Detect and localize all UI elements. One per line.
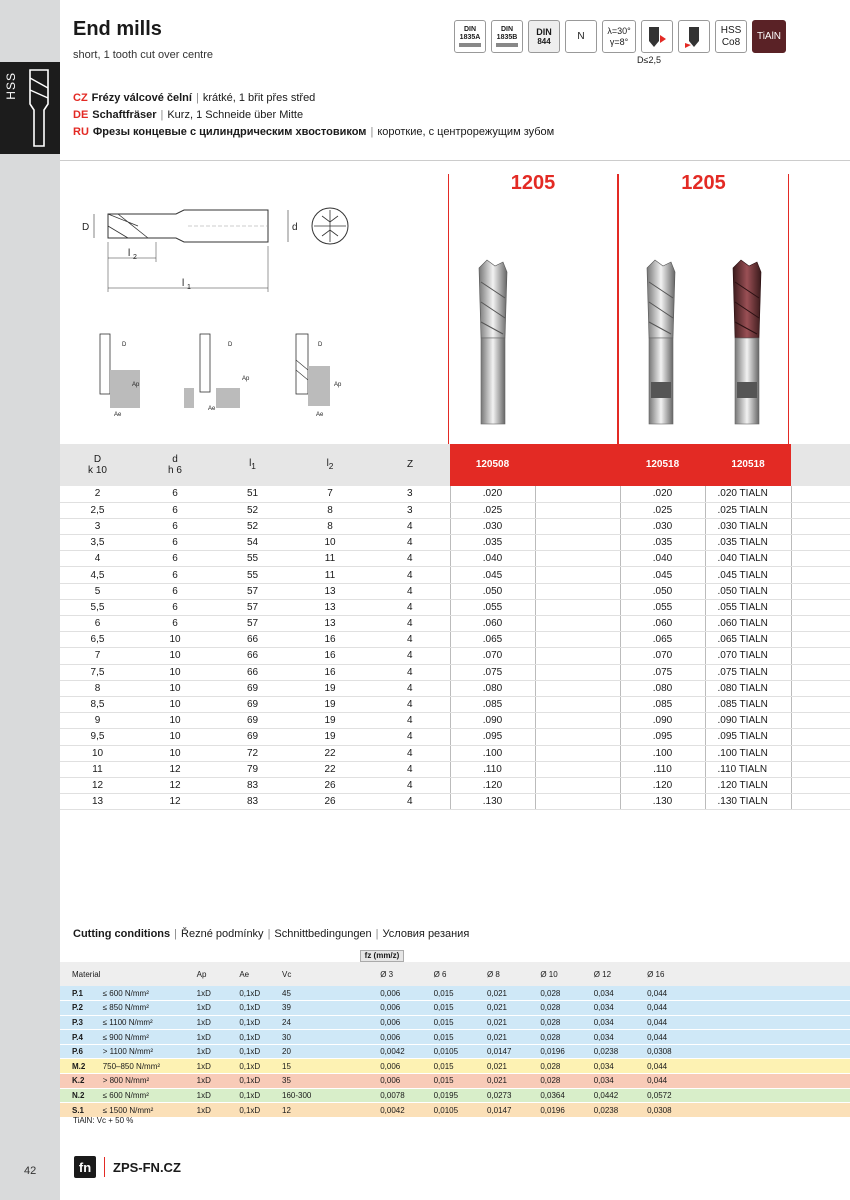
table-row: 8,5 10 69 19 4 .085 .085 .085 TIALN <box>60 696 850 712</box>
lang-ru: RU Фрезы концевые с цилиндрическим хвостовиком | короткие, с центрорежущим зубом <box>73 126 555 138</box>
cc-row: P.1 ≤ 600 N/mm² 1xD 0,1xD 45 0,006 0,015 0,021 0,028 0,034 0,044 <box>60 986 850 1001</box>
table-row: 6,5 10 66 16 4 .065 .065 .065 TIALN <box>60 632 850 648</box>
din-844-badge: DIN 844 <box>528 20 560 53</box>
cc-row: P.6 > 1100 N/mm² 1xD 0,1xD 20 0,0042 0,0105 0,0147 0,0196 0,0238 0,0308 <box>60 1044 850 1059</box>
dimensions-table <box>60 444 850 810</box>
cc-row: P.4 ≤ 900 N/mm² 1xD 0,1xD 30 0,006 0,015 0,021 0,028 0,034 0,044 <box>60 1030 850 1045</box>
divider <box>60 160 850 161</box>
table-row: 13 12 83 26 4 .130 .130 .130 TIALN <box>60 794 850 810</box>
lang-de: DE Schaftfräser | Kurz, 1 Schneide über Mitte <box>73 109 304 121</box>
page-number: 42 <box>24 1165 37 1177</box>
cc-row: K.2 > 800 N/mm² 1xD 0,1xD 35 0,006 0,015 0,021 0,028 0,034 0,044 <box>60 1074 850 1089</box>
drawing-label-l1-sub: 1 <box>187 284 191 291</box>
drawing-label-l2-sub: 2 <box>133 254 137 261</box>
svg-text:Ae: Ae <box>208 406 216 412</box>
col-l1: $l_1$ <box>215 444 290 486</box>
cc-row: P.3 ≤ 1100 N/mm² 1xD 0,1xD 24 0,006 0,015 0,021 0,028 0,034 0,044 <box>60 1015 850 1030</box>
table-row: 2 6 51 7 3 .020 .020 .020 TIALN <box>60 486 850 502</box>
svg-text:D: D <box>228 342 233 348</box>
col-120518: 120518 <box>620 444 705 486</box>
n-type-badge: N <box>565 20 597 53</box>
cc-row: S.1 ≤ 1500 N/mm² 1xD 0,1xD 12 0,0042 0,0105 0,0147 0,0196 0,0238 0,0308 <box>60 1103 850 1118</box>
product-code-2: 1205 <box>681 172 726 194</box>
table-row: 9,5 10 69 19 4 .095 .095 .095 TIALN <box>60 729 850 745</box>
table-header-row <box>60 444 850 486</box>
col-z: Z <box>370 444 450 486</box>
fz-label: fz (mm/z) <box>360 950 404 962</box>
footer-logo <box>74 1156 181 1178</box>
table-row: 6 6 57 13 4 .060 .060 .060 TIALN <box>60 616 850 632</box>
table-row: 2,5 6 52 8 3 .025 .025 .025 TIALN <box>60 502 850 518</box>
spec-badges <box>454 20 786 53</box>
table-row: 4 6 55 11 4 .040 .040 .040 TIALN <box>60 551 850 567</box>
tool-image-120508 <box>473 258 513 428</box>
svg-text:Ae: Ae <box>114 412 122 418</box>
footer-url[interactable]: ZPS-FN.CZ <box>113 1159 181 1175</box>
cc-row: P.2 ≤ 850 N/mm² 1xD 0,1xD 39 0,006 0,015 0,021 0,028 0,034 0,044 <box>60 1001 850 1016</box>
table-row: 5 6 57 13 4 .050 .050 .050 TIALN <box>60 583 850 599</box>
tialn-note: TiAlN: Vc + 50 % <box>73 1116 134 1125</box>
table-row: 5,5 6 57 13 4 .055 .055 .055 TIALN <box>60 599 850 615</box>
table-row: 8 10 69 19 4 .080 .080 .080 TIALN <box>60 680 850 696</box>
cutting-conditions-table <box>60 962 850 1118</box>
svg-text:D: D <box>122 342 127 348</box>
diameter-note: D≤2,5 <box>637 55 661 65</box>
svg-text:Ap: Ap <box>242 376 250 382</box>
table-row: 4,5 6 55 11 4 .045 .045 .045 TIALN <box>60 567 850 583</box>
product-code-1: 1205 <box>510 172 556 194</box>
operation-diagrams <box>88 330 358 420</box>
table-row: 9 10 69 19 4 .090 .090 .090 TIALN <box>60 713 850 729</box>
table-row: 7 10 66 16 4 .070 .070 .070 TIALN <box>60 648 850 664</box>
fn-logo-icon: fn <box>74 1156 96 1178</box>
col-D: D k 10 <box>60 444 135 486</box>
col-d: d h 6 <box>135 444 215 486</box>
angle-badge: λ=30° γ=8° <box>602 20 636 53</box>
drawing-label-l2: l <box>128 248 131 259</box>
col-empty-1 <box>535 444 620 486</box>
sidebar <box>0 0 60 1200</box>
din-1835b-badge: DIN 1835B <box>491 20 523 53</box>
col-120508: 120508 <box>450 444 535 486</box>
cc-row: N.2 ≤ 600 N/mm² 1xD 0,1xD 160-300 0,0078 0,0195 0,0273 0,0364 0,0442 0,0572 <box>60 1088 850 1103</box>
table-row: 12 12 83 26 4 .120 .120 .120 TIALN <box>60 777 850 793</box>
svg-text:D: D <box>318 342 323 348</box>
col-l2: $l_2$ <box>290 444 370 486</box>
table-row: 7,5 10 66 16 4 .075 .075 .075 TIALN <box>60 664 850 680</box>
tool-image-120518 <box>641 258 681 428</box>
hss-tab-label: HSS <box>4 72 18 100</box>
table-row: 3 6 52 8 4 .030 .030 .030 TIALN <box>60 518 850 534</box>
cutting-conditions-title: Cutting conditions | Řezné podmínky | Schnittbedingungen | Условия резания <box>73 928 470 940</box>
din-1835a-badge: DIN 1835A <box>454 20 486 53</box>
table-row: 11 12 79 22 4 .110 .110 .110 TIALN <box>60 761 850 777</box>
table-row: 3,5 6 54 10 4 .035 .035 .035 TIALN <box>60 535 850 551</box>
col-120518-tialn: 120518 <box>705 444 791 486</box>
cc-header-row: Material Ap Ae Vc Ø 3 Ø 6 Ø 8 Ø 10 Ø 12 Ø 16 <box>60 962 850 986</box>
drawing-label-D: D <box>82 222 90 233</box>
tool-image-120518-tialn <box>727 258 767 428</box>
footer-divider <box>104 1157 105 1177</box>
svg-text:Ap: Ap <box>132 382 140 388</box>
plunge-cut-icon <box>678 20 710 53</box>
lang-cz: CZ Frézy válcové čelní | krátké, 1 břit přes střed <box>73 92 316 104</box>
hss-co8-badge: HSS Co8 <box>715 20 747 53</box>
drawing-label-l1: l <box>182 278 185 289</box>
page-title: End mills <box>73 18 162 40</box>
svg-text:Ae: Ae <box>316 412 324 418</box>
page-subtitle: short, 1 tooth cut over centre <box>73 49 214 61</box>
center-cut-icon <box>641 20 673 53</box>
col-empty-2 <box>791 444 850 486</box>
tialn-badge: TiAlN <box>752 20 786 53</box>
cc-row: M.2 750–850 N/mm² 1xD 0,1xD 15 0,006 0,015 0,021 0,028 0,034 0,044 <box>60 1059 850 1074</box>
end-mill-drawing <box>78 196 368 296</box>
table-row: 10 10 72 22 4 .100 .100 .100 TIALN <box>60 745 850 761</box>
svg-text:Ap: Ap <box>334 382 342 388</box>
hss-tab <box>0 62 60 154</box>
drawing-label-d: d <box>292 222 298 233</box>
end-mill-icon <box>26 68 52 148</box>
